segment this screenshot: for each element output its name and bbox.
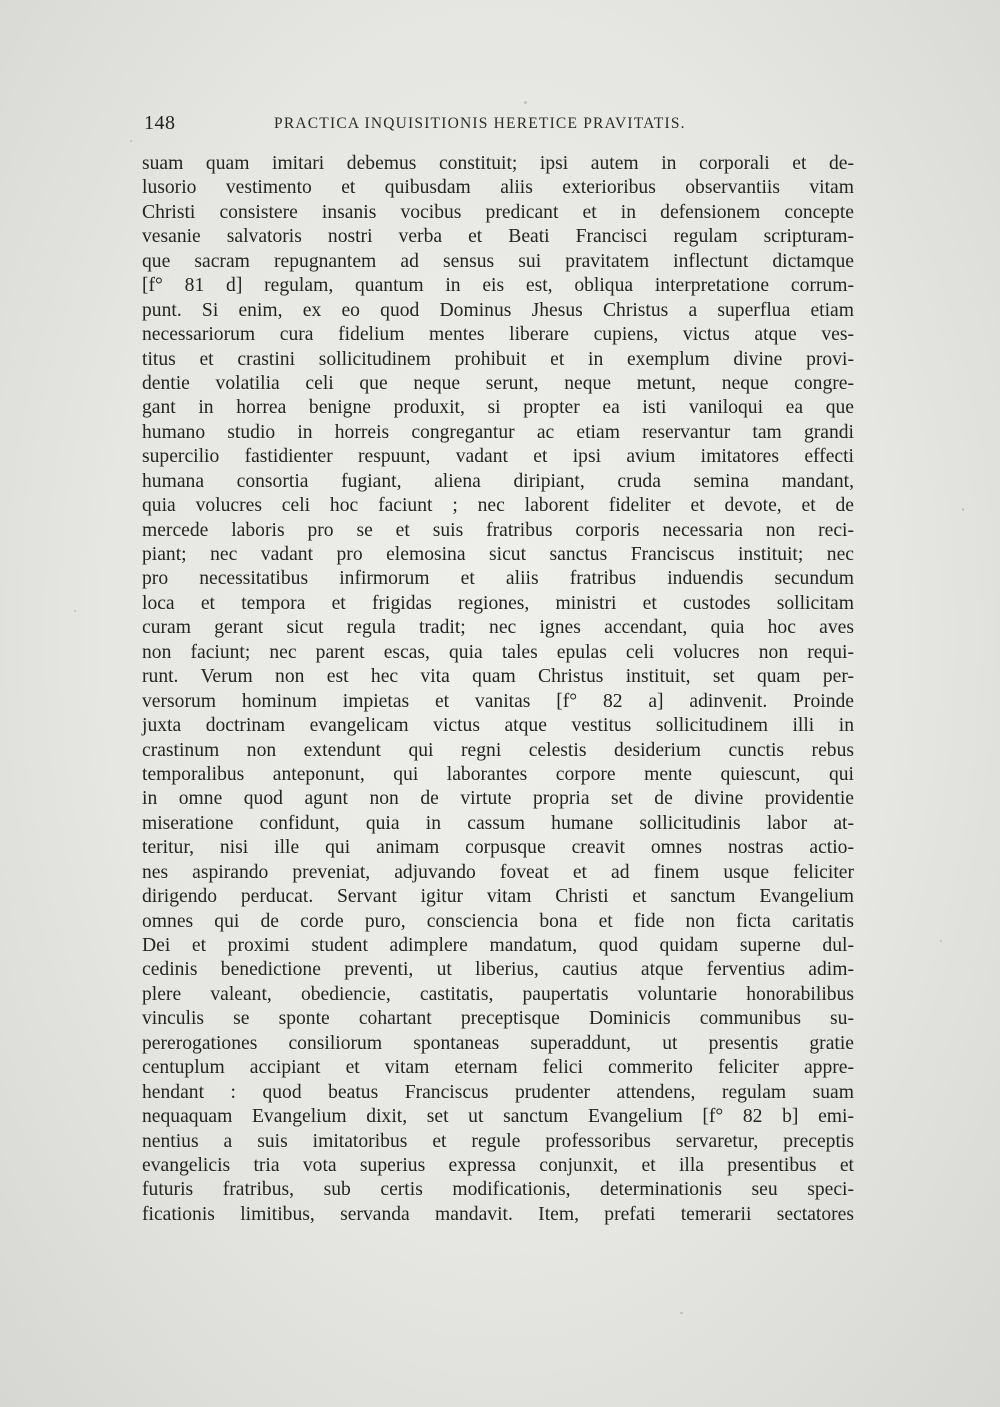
text-line: crastinum non extendunt qui regni celestis desiderium cunctis rebus — [142, 739, 854, 761]
text-line: curam gerant sicut regula tradit; nec ignes accendant, quia hoc aves — [142, 617, 854, 639]
text-line: pro necessitatibus infirmorum et aliis fratribus induendis secundum — [142, 568, 854, 590]
text-line: punt. Si enim, ex eo quod Dominus Jhesus Christus a superflua etiam — [142, 299, 854, 321]
text-line: mercede laboris pro se et suis fratribus corporis necessaria non reci- — [142, 519, 854, 541]
text-line: omnes qui de corde puro, consciencia bona et fide non ficta caritatis — [142, 910, 854, 932]
text-line: plere valeant, obediencie, castitatis, paupertatis voluntarie honorabilibus — [142, 983, 854, 1005]
text-line: piant; nec vadant pro elemosina sicut sanctus Franciscus instituit; nec — [142, 544, 854, 565]
text-line: nequaquam Evangelium dixit, set ut sanctum Evangelium [f° 82 b] emi- — [142, 1106, 854, 1128]
text-line: dentie volatilia celi que neque serunt, neque metunt, neque congre- — [142, 372, 854, 394]
text-line: necessariorum cura fidelium mentes liberare cupiens, victus atque ves- — [142, 324, 854, 346]
text-line: juxta doctrinam evangelicam victus atque vestitus sollicitudinem illi in — [142, 715, 854, 737]
text-line: Christi consistere insanis vocibus predicant et in defensionem concepte — [142, 201, 854, 223]
text-line: pererogationes consiliorum spontaneas superaddunt, ut presentis gratie — [142, 1032, 854, 1054]
text-line: vesanie salvatoris nostri verba et Beati Francisci regulam scripturam- — [142, 226, 854, 248]
page-number: 148 — [144, 112, 176, 134]
text-line: supercilio fastidienter respuunt, vadant et ipsi avium imitatores effecti — [142, 446, 854, 468]
text-line: [f° 81 d] regulam, quantum in eis est, obliqua interpretatione corrum- — [142, 275, 854, 297]
text-line: non faciunt; nec parent escas, quia tales epulas celi volucres non requi- — [142, 641, 854, 663]
text-line: in omne quod agunt non de virtute propria set de divine providentie — [142, 788, 854, 810]
text-line: que sacram repugnantem ad sensus sui pravitatem inflectunt dictamque — [142, 250, 854, 272]
text-line: suam quam imitari debemus constituit; ipsi autem in corporali et de- — [142, 153, 854, 174]
text-line: vinculis se sponte cohartant preceptisque Dominicis communibus su- — [142, 1008, 854, 1030]
body-text — [142, 152, 854, 1227]
text-line: versorum hominum impietas et vanitas [f° 82 a] adinvenit. Proinde — [142, 690, 854, 712]
text-line: hendant : quod beatus Franciscus prudenter attendens, regulam suam — [142, 1081, 854, 1103]
text-line: futuris fratribus, sub certis modificationis, determinationis seu speci- — [142, 1179, 854, 1201]
text-line: runt. Verum non est hec vita quam Christus instituit, set quam per- — [142, 666, 854, 688]
text-line: humano studio in horreis congregantur ac etiam reservantur tam grandi — [142, 421, 854, 443]
text-line: loca et tempora et frigidas regiones, ministri et custodes sollicitam — [142, 592, 854, 614]
text-line: lusorio vestimento et quibusdam aliis exterioribus observantiis vitam — [142, 177, 854, 199]
text-line: Dei et proximi student adimplere mandatum, quod quidam superne dul- — [142, 935, 854, 956]
text-line: miseratione confidunt, quia in cassum humane sollicitudinis labor at- — [142, 812, 854, 834]
text-line: cedinis benedictione preventi, ut liberius, cautius atque ferventius adim- — [142, 959, 854, 981]
text-line: titus et crastini sollicitudinem prohibuit et in exemplum divine provi- — [142, 348, 854, 370]
text-line: nes aspirando preveniat, adjuvando foveat et ad finem usque feliciter — [142, 861, 854, 883]
page-header — [142, 112, 850, 142]
text-line: dirigendo perducat. Servant igitur vitam Christi et sanctum Evangelium — [142, 886, 854, 908]
text-line: nentius a suis imitatoribus et regule professoribus servaretur, preceptis — [142, 1130, 854, 1152]
text-line: centuplum accipiant et vitam eternam felici commerito feliciter appre- — [142, 1057, 854, 1079]
running-title: PRACTICA INQUISITIONIS HERETICE PRAVITATIS. — [274, 115, 686, 132]
text-line: evangelicis tria vota superius expressa conjunxit, et illa presentibus et — [142, 1154, 854, 1176]
text-line: teritur, nisi ille qui animam corpusque creavit omnes nostras actio- — [142, 837, 854, 859]
text-line: temporalibus anteponunt, qui laborantes corpore mente quiescunt, qui — [142, 763, 854, 785]
text-line: ficationis limitibus, servanda mandavit. Item, prefati temerarii sectatores — [142, 1203, 854, 1225]
text-line: gant in horrea benigne produxit, si propter ea isti vaniloqui ea que — [142, 397, 854, 419]
text-line: quia volucres celi hoc faciunt ; nec laborent fideliter et devote, et de — [142, 495, 854, 517]
text-line: humana consortia fugiant, aliena diripiant, cruda semina mandant, — [142, 470, 854, 492]
